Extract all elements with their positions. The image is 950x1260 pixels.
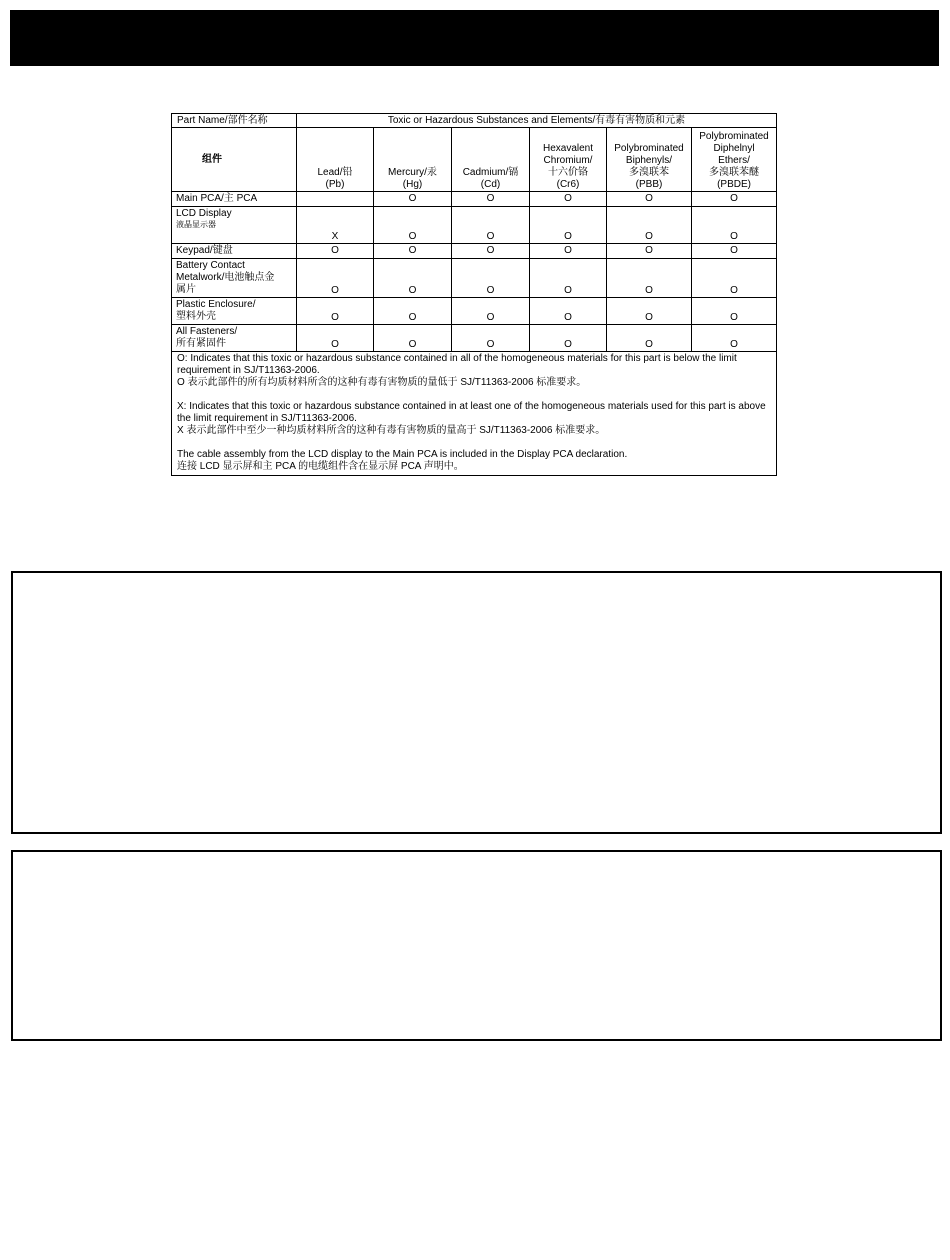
cell-chromium: O [530,192,607,207]
column-header-line: Chromium/ [543,155,593,166]
column-header-pbde [692,128,777,192]
cell-mercury: O [374,192,452,207]
cell-pbb: O [607,298,692,325]
table-row [172,244,777,259]
note-cable-chinese: 连接 LCD 显示屏和主 PCA 的电缆组件含在显示屏 PCA 声明中。 [177,461,464,472]
cell-pbb: O [607,192,692,207]
column-header-line: Hexavalent [542,143,594,154]
cell-mercury: O [374,207,452,244]
column-header-line: Biphenyls/ [625,155,673,166]
cell-pbde: O [692,192,777,207]
note-o-english: O: Indicates that this toxic or hazardous substance contained in all of the homogeneous materials for this part is below the limit requirement in SJ/T11363-2006. [177,353,737,376]
cell-lead: O [297,259,374,298]
cell-mercury: O [374,244,452,259]
note-x-chinese: X 表示此部件中至少一种均质材料所含的这种有毒有害物质的量高于 SJ/T11363-2006 标准要求。 [177,425,606,436]
cell-mercury: O [374,325,452,352]
column-header-line: 多溴联苯 [629,167,669,178]
part-name-cell [172,244,297,259]
part-name-header: Part Name/部件名称 [172,114,297,128]
part-name-line: Keypad/键盘 [176,245,233,256]
column-header-lead [297,128,374,192]
cell-chromium: O [530,325,607,352]
column-header-line: (Pb) [325,179,345,190]
table-row [172,259,777,298]
column-header-line: Lead/铅 [317,167,353,178]
substances-group-header: Toxic or Hazardous Substances and Elements/有毒有害物质和元素 [297,114,777,128]
column-header-line: (Hg) [402,179,423,190]
part-name-cell [172,259,297,298]
cell-pbde: O [692,325,777,352]
cell-mercury: O [374,259,452,298]
column-header-pbb [607,128,692,192]
table-row [172,325,777,352]
note-spacer [177,389,771,401]
part-name-cell [172,192,297,207]
empty-bordered-box [11,571,942,834]
cell-cadmium: O [452,298,530,325]
cell-cadmium: O [452,259,530,298]
part-name-line: All Fasteners/ [176,326,238,337]
part-name-line: 液晶显示器 [176,220,216,229]
part-name-line: Main PCA/主 PCA [176,193,258,204]
column-header-line: (Cr6) [556,179,580,190]
cell-chromium: O [530,259,607,298]
cell-chromium: O [530,298,607,325]
column-header-line: (Cd) [480,179,501,190]
cell-cadmium: O [452,192,530,207]
note-o-chinese: O 表示此部件的所有均质材料所含的这种有毒有害物质的量低于 SJ/T11363-2006 标准要求。 [177,377,587,388]
part-name-line: Plastic Enclosure/ [176,299,256,310]
part-name-line: 所有紧固件 [176,338,226,349]
note-x-english: X: Indicates that this toxic or hazardous substance contained in at least one of the homogeneous materials used for this part is above the limit requirement in SJ/T11363-2006. [177,401,766,424]
cell-pbde: O [692,207,777,244]
cell-lead: X [297,207,374,244]
cell-pbb: O [607,325,692,352]
column-header-line: Ethers/ [718,155,750,166]
part-name-line: Battery Contact [176,260,245,271]
cell-cadmium: O [452,207,530,244]
column-header-cadmium [452,128,530,192]
column-header-line: 多溴联苯醚 [709,167,760,178]
column-header-line: Polybrominated [614,143,684,154]
column-header-mercury [374,128,452,192]
cell-mercury: O [374,298,452,325]
part-name-cell [172,298,297,325]
note-spacer [177,437,771,449]
cell-pbde: O [692,244,777,259]
substance-header-row [172,128,777,192]
cell-lead: O [297,325,374,352]
cell-lead: O [297,298,374,325]
notes-cell [172,352,777,476]
cell-pbde: O [692,298,777,325]
column-header-line: (PBB) [635,179,663,190]
column-header-line: (PBDE) [717,179,751,190]
notes-row [172,352,777,476]
part-name-cell [172,325,297,352]
header-bar [10,10,939,66]
column-header-line: Polybrominated [699,131,769,142]
column-header-line: Mercury/汞 [388,167,437,178]
cell-lead: O [297,244,374,259]
cell-lead [297,192,374,207]
cell-pbb: O [607,207,692,244]
cell-pbde: O [692,259,777,298]
table-row [172,207,777,244]
cell-cadmium: O [452,325,530,352]
note-cable-english: The cable assembly from the LCD display to the Main PCA is included in the Display PCA declaration. [177,449,628,460]
empty-bordered-box [11,850,942,1041]
hazardous-substances-table [171,113,777,476]
column-header-hexavalent-chromium [530,128,607,192]
part-name-line: LCD Display [176,208,232,219]
table-row [172,298,777,325]
component-label: 组件 [172,128,297,192]
part-name-line: 属片 [176,284,196,295]
cell-chromium: O [530,244,607,259]
part-name-cell [172,207,297,244]
column-header-line: Cadmium/镉 [462,167,519,178]
part-name-line: Metalwork/电池触点金 [176,272,275,283]
cell-pbb: O [607,244,692,259]
cell-chromium: O [530,207,607,244]
cell-cadmium: O [452,244,530,259]
cell-pbb: O [607,259,692,298]
part-name-line: 塑料外壳 [176,311,216,322]
column-header-line: 十六价铬 [548,167,588,178]
table-row [172,192,777,207]
column-header-line: Diphelnyl [713,143,755,154]
